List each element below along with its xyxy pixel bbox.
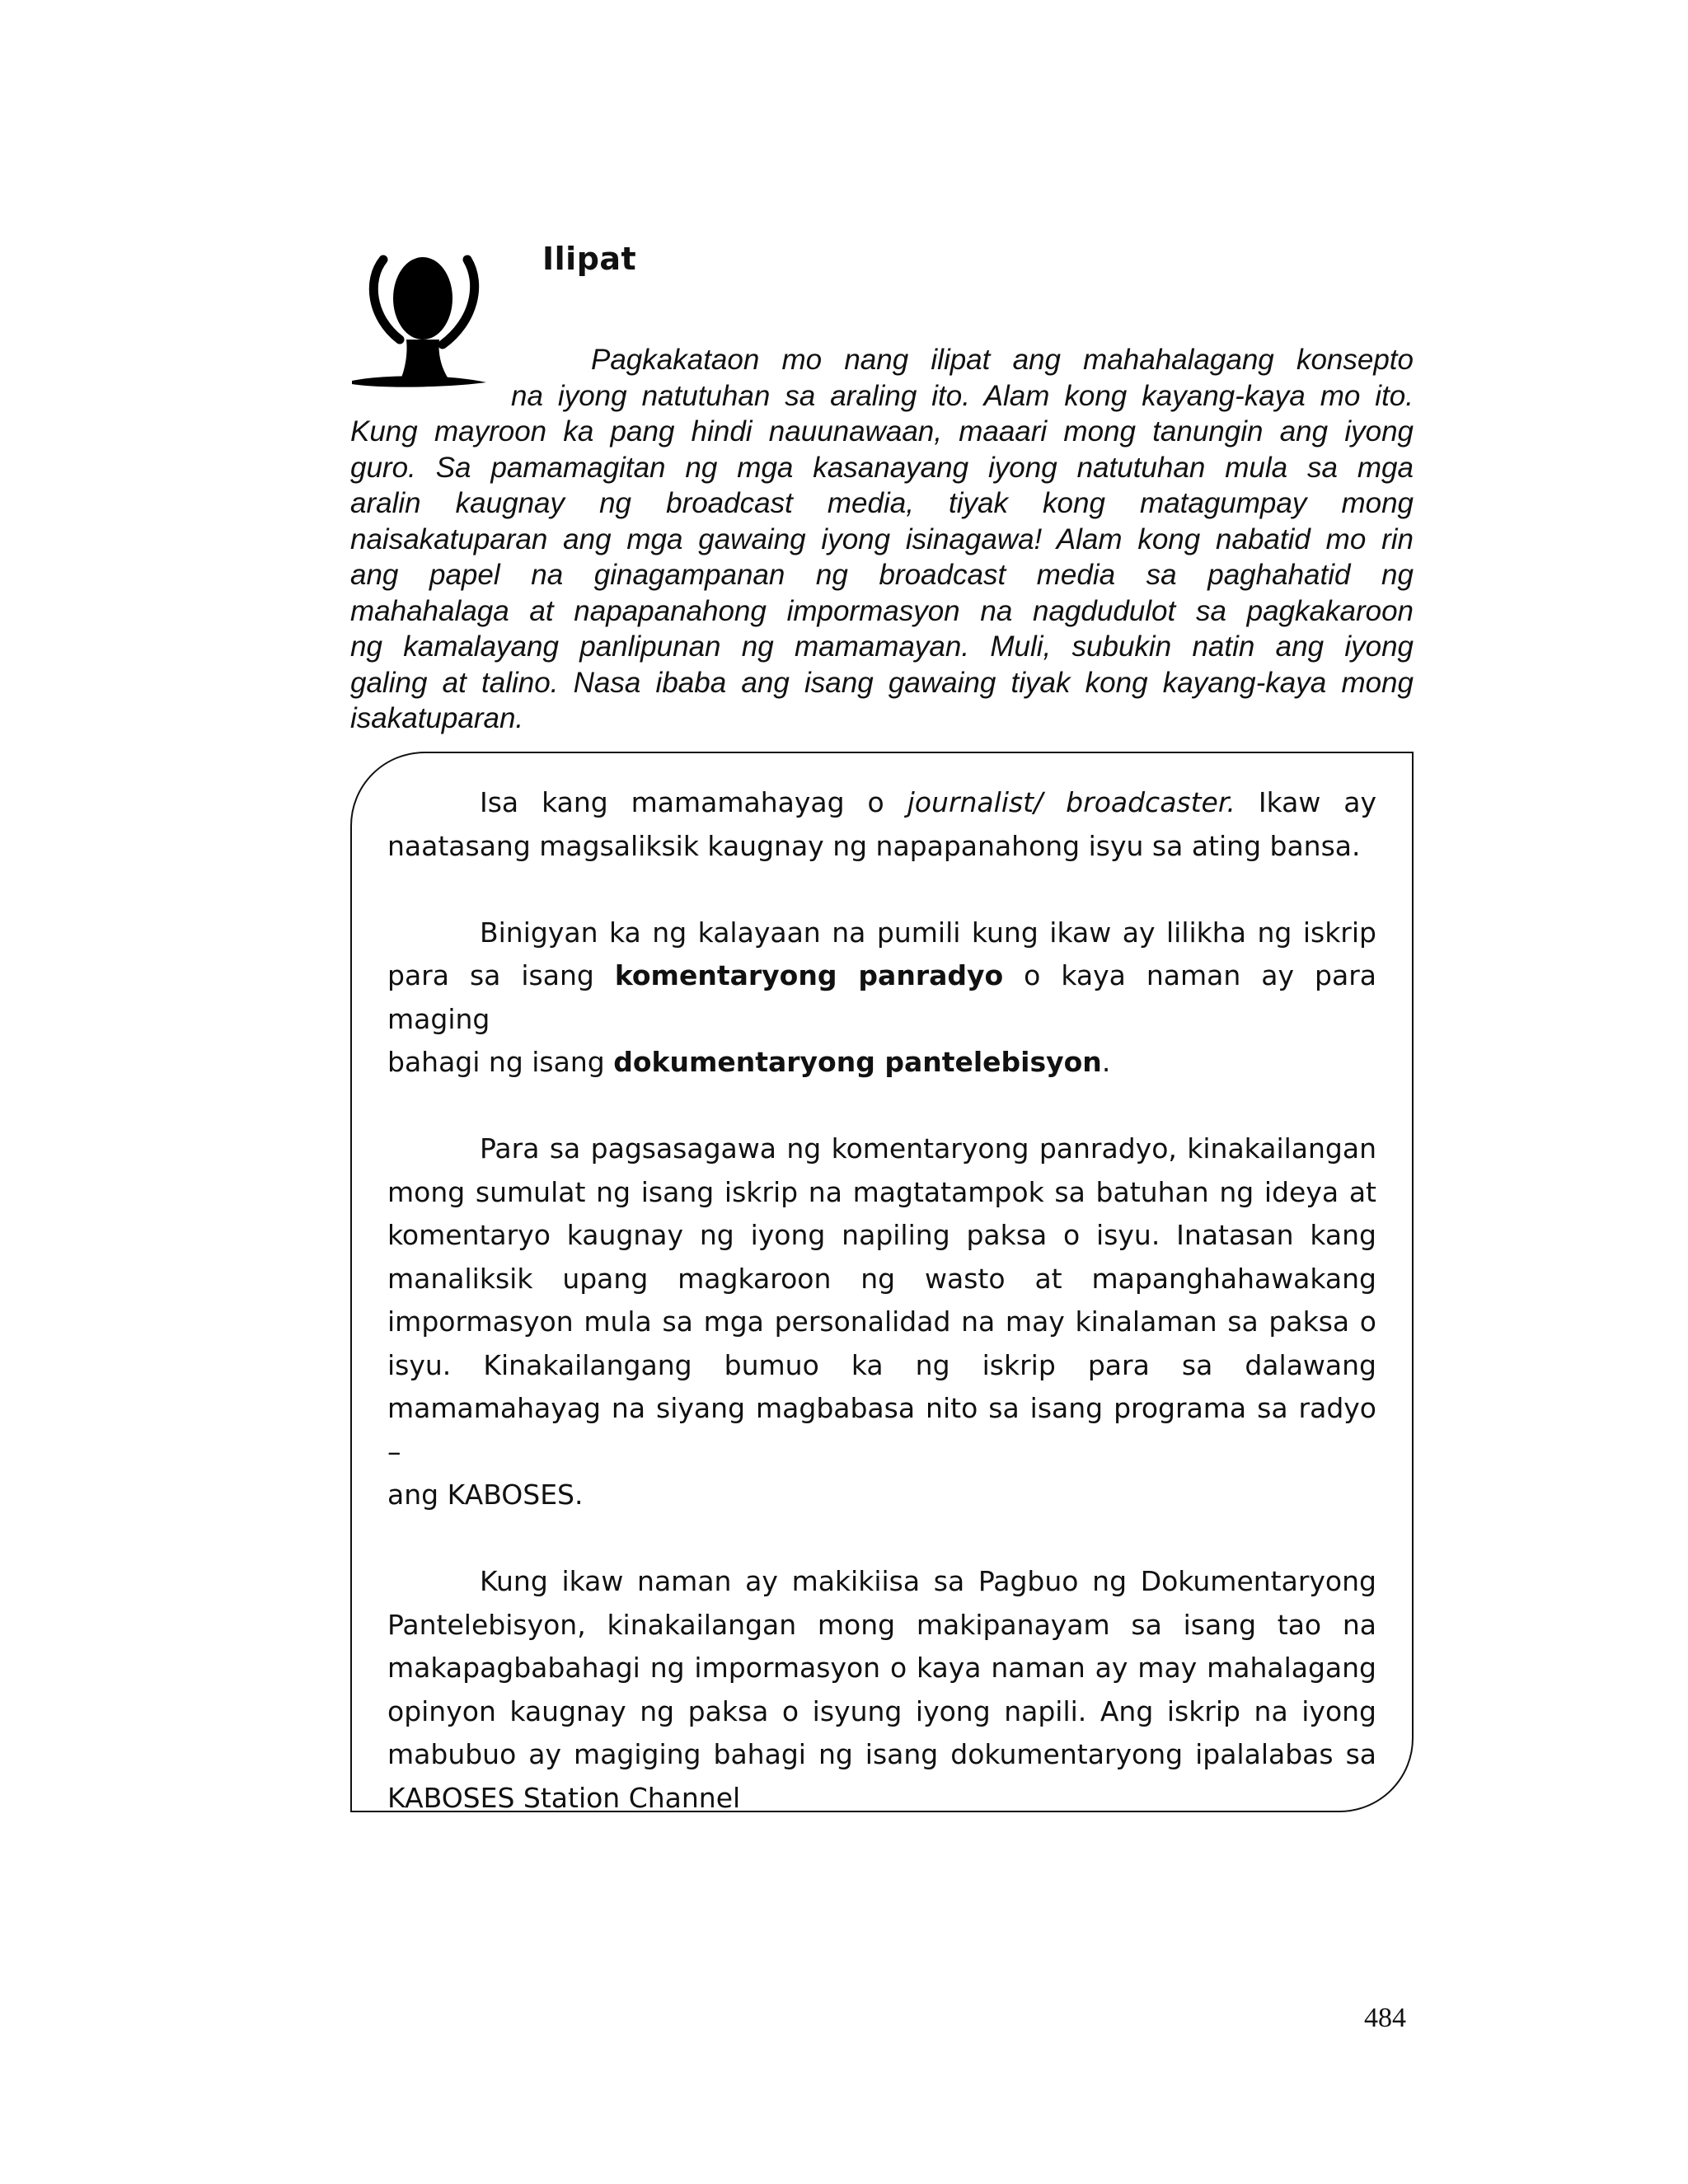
- task-line: Kung ikaw naman ay makikiisa sa Pagbuo ng Dokumentaryong: [480, 1565, 1376, 1597]
- task-line: mong sumulat ng isang iskrip na magtatampok sa batuhan ng ideya at: [387, 1175, 1376, 1208]
- task-line: mabubuo ay magiging bahagi ng isang dokumentaryong ipalalabas sa: [387, 1738, 1376, 1770]
- task-line: Binigyan ka ng kalayaan na pumili kung ikaw ay lilikha ng iskrip: [480, 916, 1376, 949]
- task-line: makapagbabahagi ng impormasyon o kaya naman ay may mahalagang: [387, 1652, 1376, 1684]
- text-run: bahagi ng isang: [387, 1046, 605, 1078]
- emphasis-text: journalist/ broadcaster.: [907, 786, 1236, 818]
- task-paragraph-2: [387, 912, 1376, 1085]
- text-run: Isa kang mamamahayag o: [480, 786, 884, 818]
- task-line: ang KABOSES.: [387, 1479, 584, 1511]
- task-line: KABOSES Station Channel: [387, 1781, 741, 1814]
- intro-line: guro. Sa pamamagitan ng mga kasanayang iyong natutuhan mula sa mga: [350, 451, 1414, 484]
- intro-line: mahahalaga at napapanahong impormasyon na nagdudulot sa pagkakaroon: [350, 594, 1414, 627]
- intro-line: galing at talino. Nasa ibaba ang isang gawaing tiyak kong kayang-kaya mong: [350, 666, 1414, 699]
- task-paragraph-4: [387, 1560, 1376, 1820]
- task-line: mamamahayag na siyang magbabasa nito sa isang programa sa radyo –: [387, 1392, 1376, 1468]
- text-run: Ikaw ay: [1258, 786, 1377, 818]
- task-line: [387, 781, 1376, 825]
- task-line: opinyon kaugnay ng paksa o isyung iyong napili. Ang iskrip na iyong: [387, 1694, 1376, 1727]
- intro-line: na iyong natutuhan sa araling ito. Alam kong kayang-kaya mo ito.: [511, 379, 1414, 412]
- task-line: Pantelebisyon, kinakailangan mong makipanayam sa isang tao na: [387, 1608, 1376, 1641]
- task-line: Para sa pagsasagawa ng komentaryong panradyo, kinakailangan: [480, 1132, 1376, 1165]
- task-paragraph-3: [387, 1127, 1376, 1517]
- task-line: manaliksik upang magkaroon ng wasto at mapanghahawakang: [387, 1262, 1376, 1295]
- task-line: [387, 954, 1376, 1041]
- text-run: .: [1101, 1046, 1111, 1078]
- bold-term: komentaryong panradyo: [614, 959, 1004, 991]
- intro-line: ng kamalayang panlipunan ng mamamayan. Muli, subukin natin ang iyong: [350, 630, 1414, 663]
- task-line: [387, 1041, 1376, 1085]
- intro-line: naisakatuparan ang mga gawaing iyong isinagawa! Alam kong nabatid mo rin: [350, 523, 1414, 555]
- intro-line: isakatuparan.: [350, 702, 524, 734]
- text-run: o kaya naman ay para maging: [387, 959, 1376, 1035]
- task-line: naatasang magsaliksik kaugnay ng napapanahong isyu sa ating bansa.: [387, 829, 1361, 862]
- task-line: isyu. Kinakailangang bumuo ka ng iskrip para sa dalawang: [387, 1348, 1376, 1381]
- intro-line: Kung mayroon ka pang hindi nauunawaan, maaari mong tanungin ang iyong: [350, 415, 1414, 448]
- page-number: 484: [1364, 2003, 1406, 2033]
- section-title: Ilipat: [542, 241, 637, 277]
- intro-line: ang papel na ginagampanan ng broadcast media sa paghahatid ng: [350, 559, 1414, 591]
- task-paragraph-1: [387, 781, 1376, 868]
- intro-paragraph: [350, 342, 1414, 737]
- bold-term: dokumentaryong pantelebisyon: [613, 1046, 1102, 1078]
- task-box-text: [387, 781, 1376, 1863]
- task-line: komentaryo kaugnay ng iyong napiling paksa o isyu. Inatasan kang: [387, 1219, 1376, 1251]
- task-line: impormasyon mula sa mga personalidad na may kinalaman sa paksa o: [387, 1305, 1376, 1338]
- intro-line: Pagkakataon mo nang ilipat ang mahahalagang konsepto: [591, 344, 1414, 376]
- intro-line: aralin kaugnay ng broadcast media, tiyak kong matagumpay mong: [350, 487, 1414, 519]
- text-run: para sa isang: [387, 959, 594, 991]
